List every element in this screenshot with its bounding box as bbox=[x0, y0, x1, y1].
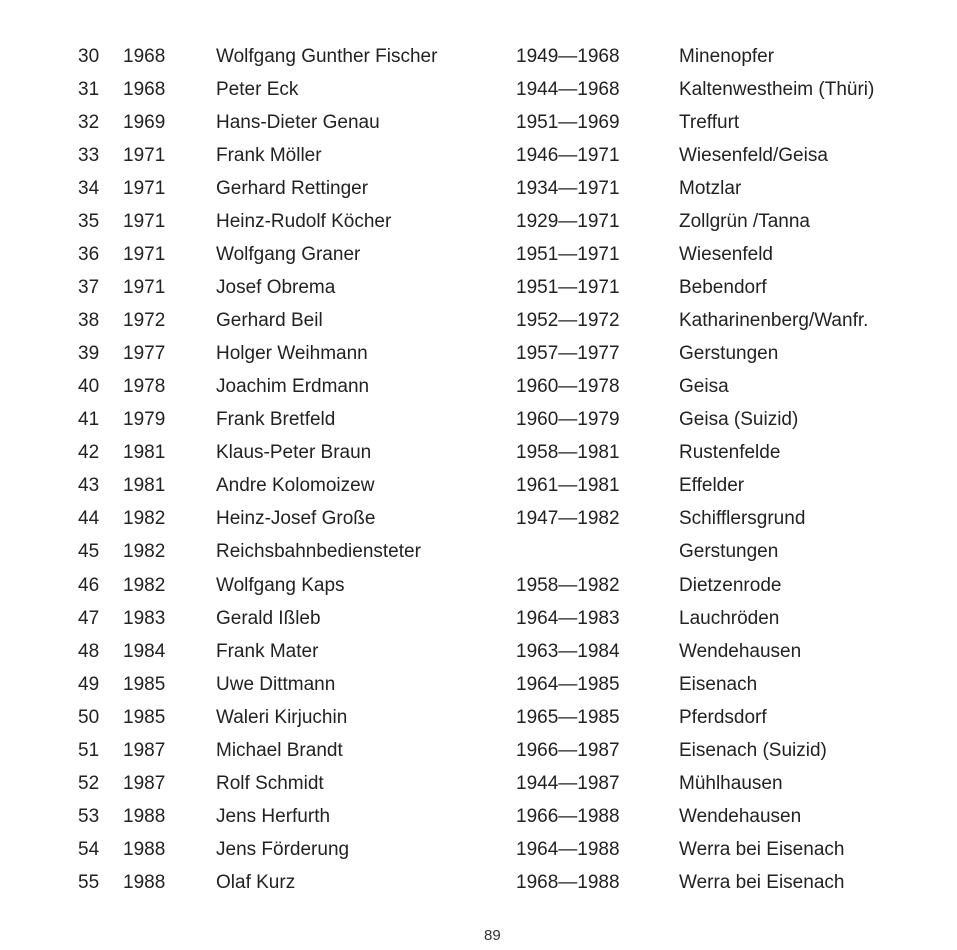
page-number: 89 bbox=[484, 927, 501, 944]
place: Effelder bbox=[679, 475, 745, 497]
death-year: 1981 bbox=[123, 442, 166, 464]
entry-number: 36 bbox=[78, 244, 100, 266]
list-row bbox=[0, 639, 957, 672]
person-name: Uwe Dittmann bbox=[216, 673, 336, 695]
list-row bbox=[0, 837, 957, 870]
entry-number: 51 bbox=[78, 739, 100, 761]
person-name: Gerhard Rettinger bbox=[216, 178, 369, 200]
list-row bbox=[0, 440, 957, 473]
place: Geisa (Suizid) bbox=[679, 409, 799, 431]
person-name: Frank Bretfeld bbox=[216, 409, 336, 431]
entry-number: 45 bbox=[78, 541, 100, 563]
list-row bbox=[0, 506, 957, 539]
entry-number: 55 bbox=[78, 871, 100, 893]
entry-number: 54 bbox=[78, 838, 100, 860]
death-year: 1982 bbox=[123, 508, 166, 530]
life-dates: 1960—1979 bbox=[516, 409, 620, 431]
death-year: 1987 bbox=[123, 772, 166, 794]
place: Treffurt bbox=[679, 112, 740, 134]
life-dates: 1947—1982 bbox=[516, 508, 620, 530]
life-dates: 1944—1987 bbox=[516, 772, 620, 794]
life-dates: 1958—1981 bbox=[516, 442, 620, 464]
list-row bbox=[0, 407, 957, 440]
person-name: Gerald Ißleb bbox=[216, 607, 321, 629]
death-year: 1969 bbox=[123, 112, 166, 134]
place: Dietzenrode bbox=[679, 574, 782, 596]
entry-number: 39 bbox=[78, 343, 100, 365]
person-name: Jens Herfurth bbox=[216, 805, 331, 827]
death-year: 1977 bbox=[123, 343, 166, 365]
list-row bbox=[0, 539, 957, 572]
place: Geisa bbox=[679, 376, 729, 398]
death-year: 1972 bbox=[123, 310, 166, 332]
person-name: Reichsbahnbediensteter bbox=[216, 541, 421, 563]
person-name: Heinz-Josef Große bbox=[216, 508, 376, 530]
entry-number: 44 bbox=[78, 508, 100, 530]
person-name: Michael Brandt bbox=[216, 739, 343, 761]
life-dates: 1960—1978 bbox=[516, 376, 620, 398]
entry-number: 33 bbox=[78, 145, 100, 167]
person-name: Heinz-Rudolf Köcher bbox=[216, 211, 392, 233]
list-row bbox=[0, 341, 957, 374]
entry-number: 47 bbox=[78, 607, 100, 629]
entry-number: 32 bbox=[78, 112, 100, 134]
place: Bebendorf bbox=[679, 277, 767, 299]
death-year: 1981 bbox=[123, 475, 166, 497]
death-year: 1988 bbox=[123, 805, 166, 827]
life-dates: 1951—1971 bbox=[516, 244, 620, 266]
list-row bbox=[0, 738, 957, 771]
life-dates: 1964—1985 bbox=[516, 673, 620, 695]
place: Motzlar bbox=[679, 178, 742, 200]
person-name: Klaus-Peter Braun bbox=[216, 442, 372, 464]
death-year: 1978 bbox=[123, 376, 166, 398]
entry-number: 42 bbox=[78, 442, 100, 464]
life-dates: 1929—1971 bbox=[516, 211, 620, 233]
person-name: Gerhard Beil bbox=[216, 310, 323, 332]
entry-number: 46 bbox=[78, 574, 100, 596]
entry-number: 34 bbox=[78, 178, 100, 200]
list-row bbox=[0, 242, 957, 275]
entry-number: 38 bbox=[78, 310, 100, 332]
person-name: Wolfgang Graner bbox=[216, 244, 361, 266]
life-dates: 1958—1982 bbox=[516, 574, 620, 596]
place: Gerstungen bbox=[679, 343, 779, 365]
person-name: Frank Möller bbox=[216, 145, 322, 167]
person-name: Rolf Schmidt bbox=[216, 772, 324, 794]
life-dates: 1944—1968 bbox=[516, 79, 620, 101]
life-dates: 1963—1984 bbox=[516, 640, 620, 662]
person-name: Jens Förderung bbox=[216, 838, 350, 860]
life-dates: 1946—1971 bbox=[516, 145, 620, 167]
victims-list bbox=[0, 44, 957, 903]
person-name: Andre Kolomoizew bbox=[216, 475, 375, 497]
death-year: 1971 bbox=[123, 178, 166, 200]
place: Werra bei Eisenach bbox=[679, 838, 845, 860]
entry-number: 40 bbox=[78, 376, 100, 398]
death-year: 1968 bbox=[123, 79, 166, 101]
place: Pferdsdorf bbox=[679, 706, 767, 728]
list-row bbox=[0, 705, 957, 738]
life-dates: 1952—1972 bbox=[516, 310, 620, 332]
entry-number: 43 bbox=[78, 475, 100, 497]
entry-number: 53 bbox=[78, 805, 100, 827]
place: Minenopfer bbox=[679, 46, 775, 67]
place: Schifflersgrund bbox=[679, 508, 806, 530]
person-name: Wolfgang Kaps bbox=[216, 574, 345, 596]
place: Wiesenfeld bbox=[679, 244, 773, 266]
death-year: 1983 bbox=[123, 607, 166, 629]
place: Eisenach (Suizid) bbox=[679, 739, 827, 761]
place: Kaltenwestheim (Thüri) bbox=[679, 79, 875, 101]
death-year: 1988 bbox=[123, 838, 166, 860]
place: Rustenfelde bbox=[679, 442, 781, 464]
death-year: 1982 bbox=[123, 574, 166, 596]
entry-number: 35 bbox=[78, 211, 100, 233]
death-year: 1971 bbox=[123, 277, 166, 299]
list-row bbox=[0, 176, 957, 209]
list-row bbox=[0, 209, 957, 242]
life-dates: 1951—1969 bbox=[516, 112, 620, 134]
list-row bbox=[0, 110, 957, 143]
place: Wiesenfeld/Geisa bbox=[679, 145, 828, 167]
life-dates: 1968—1988 bbox=[516, 871, 620, 893]
entry-number: 48 bbox=[78, 640, 100, 662]
list-row bbox=[0, 573, 957, 606]
death-year: 1971 bbox=[123, 145, 166, 167]
list-row bbox=[0, 77, 957, 110]
list-row bbox=[0, 275, 957, 308]
list-row bbox=[0, 374, 957, 407]
entry-number: 49 bbox=[78, 673, 100, 695]
death-year: 1968 bbox=[123, 46, 166, 67]
death-year: 1985 bbox=[123, 673, 166, 695]
death-year: 1987 bbox=[123, 739, 166, 761]
death-year: 1988 bbox=[123, 871, 166, 893]
life-dates: 1965—1985 bbox=[516, 706, 620, 728]
person-name: Joachim Erdmann bbox=[216, 376, 370, 398]
death-year: 1984 bbox=[123, 640, 166, 662]
place: Wendehausen bbox=[679, 805, 802, 827]
life-dates: 1966—1988 bbox=[516, 805, 620, 827]
person-name: Peter Eck bbox=[216, 79, 299, 101]
place: Zollgrün /Tanna bbox=[679, 211, 810, 233]
list-row bbox=[0, 804, 957, 837]
person-name: Josef Obrema bbox=[216, 277, 336, 299]
list-row bbox=[0, 473, 957, 506]
place: Eisenach bbox=[679, 673, 758, 695]
list-row bbox=[0, 308, 957, 341]
entry-number: 41 bbox=[78, 409, 100, 431]
person-name: Holger Weihmann bbox=[216, 343, 368, 365]
person-name: Hans-Dieter Genau bbox=[216, 112, 380, 134]
place: Werra bei Eisenach bbox=[679, 871, 845, 893]
life-dates: 1949—1968 bbox=[516, 46, 620, 67]
list-row bbox=[0, 672, 957, 705]
list-row bbox=[0, 771, 957, 804]
entry-number: 30 bbox=[78, 46, 100, 67]
place: Gerstungen bbox=[679, 541, 779, 563]
person-name: Wolfgang Gunther Fischer bbox=[216, 46, 438, 67]
death-year: 1982 bbox=[123, 541, 166, 563]
death-year: 1985 bbox=[123, 706, 166, 728]
list-row bbox=[0, 870, 957, 903]
place: Katharinenberg/Wanfr. bbox=[679, 310, 869, 332]
place: Mühlhausen bbox=[679, 772, 783, 794]
life-dates: 1964—1988 bbox=[516, 838, 620, 860]
life-dates: 1964—1983 bbox=[516, 607, 620, 629]
place: Wendehausen bbox=[679, 640, 802, 662]
life-dates: 1961—1981 bbox=[516, 475, 620, 497]
life-dates: 1957—1977 bbox=[516, 343, 620, 365]
death-year: 1979 bbox=[123, 409, 166, 431]
entry-number: 50 bbox=[78, 706, 100, 728]
life-dates: 1951—1971 bbox=[516, 277, 620, 299]
life-dates: 1966—1987 bbox=[516, 739, 620, 761]
list-row bbox=[0, 44, 957, 77]
death-year: 1971 bbox=[123, 211, 166, 233]
death-year: 1971 bbox=[123, 244, 166, 266]
entry-number: 37 bbox=[78, 277, 100, 299]
life-dates: 1934—1971 bbox=[516, 178, 620, 200]
place: Lauchröden bbox=[679, 607, 780, 629]
person-name: Olaf Kurz bbox=[216, 871, 296, 893]
entry-number: 31 bbox=[78, 79, 100, 101]
list-row bbox=[0, 606, 957, 639]
list-row bbox=[0, 143, 957, 176]
entry-number: 52 bbox=[78, 772, 100, 794]
person-name: Waleri Kirjuchin bbox=[216, 706, 348, 728]
person-name: Frank Mater bbox=[216, 640, 319, 662]
